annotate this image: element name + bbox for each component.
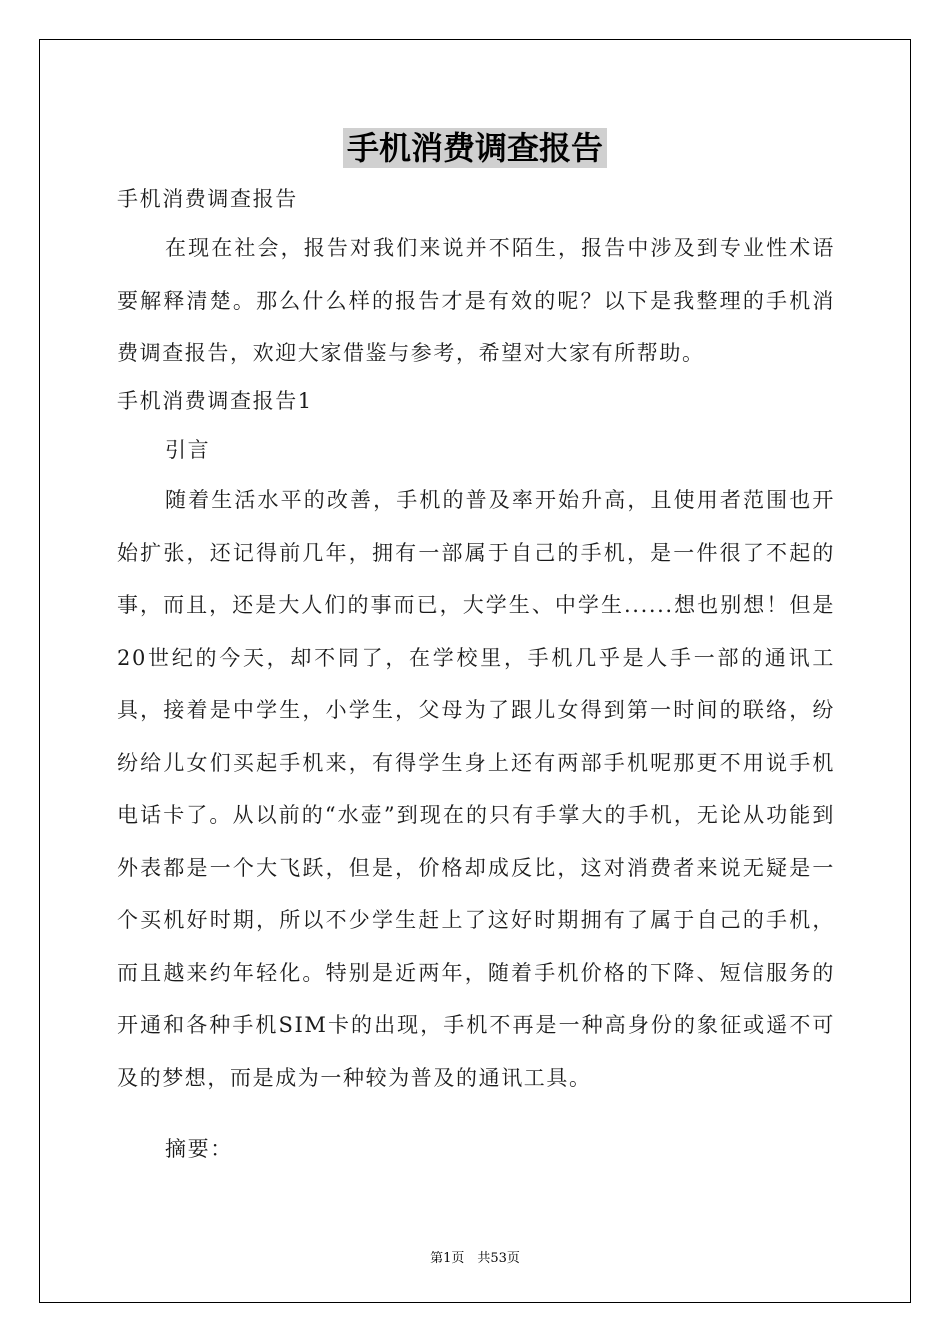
document-subtitle: 手机消费调查报告 bbox=[117, 187, 298, 211]
section-heading: 手机消费调查报告1 bbox=[117, 389, 313, 413]
intro-paragraph: 在现在社会，报告对我们来说并不陌生，报告中涉及到专业性术语要解释清楚。那么什么样的报告才是有效的呢？以下是我整理的手机消费调查报告，欢迎大家借鉴与参考，希望对大家有所帮助。 bbox=[117, 236, 835, 365]
page-footer: 第1页 共53页 bbox=[430, 1251, 520, 1266]
main-paragraph: 随着生活水平的改善，手机的普及率开始升高，且使用者范围也开始扩张，还记得前几年，拥有一部属于自己的手机，是一件很了不起的事，而且，还是大人们的事而已，大学生、中学生......想也别想！但是20世纪的今天，却不同了，在学校里，手机几乎是人手一部的通讯工具，接着是中学生，小学生，父母为了跟儿女得到第一时间的联络，纷纷给儿女们买起手机来，有得学生身上还有两部手机呢那更不用说手机电话卡了。从以前的“水壶”到现在的只有手掌大的手机，无论从功能到外表都是一个大飞跃，但是，价格却成反比，这对消费者来说无疑是一个买机好时期，所以不少学生赶上了这好时期拥有了属于自己的手机，而且越来约年轻化。特别是近两年，随着手机价格的下降、短信服务的开通和各种手机SIM卡的出现，手机不再是一种高身份的象征或遥不可及的梦想，而是成为一种较为普及的通讯工具。 bbox=[117, 488, 835, 1090]
subsection-heading: 引言 bbox=[165, 438, 211, 462]
document-title: 手机消费调查报告 bbox=[343, 128, 607, 168]
abstract-label: 摘要： bbox=[165, 1137, 233, 1161]
